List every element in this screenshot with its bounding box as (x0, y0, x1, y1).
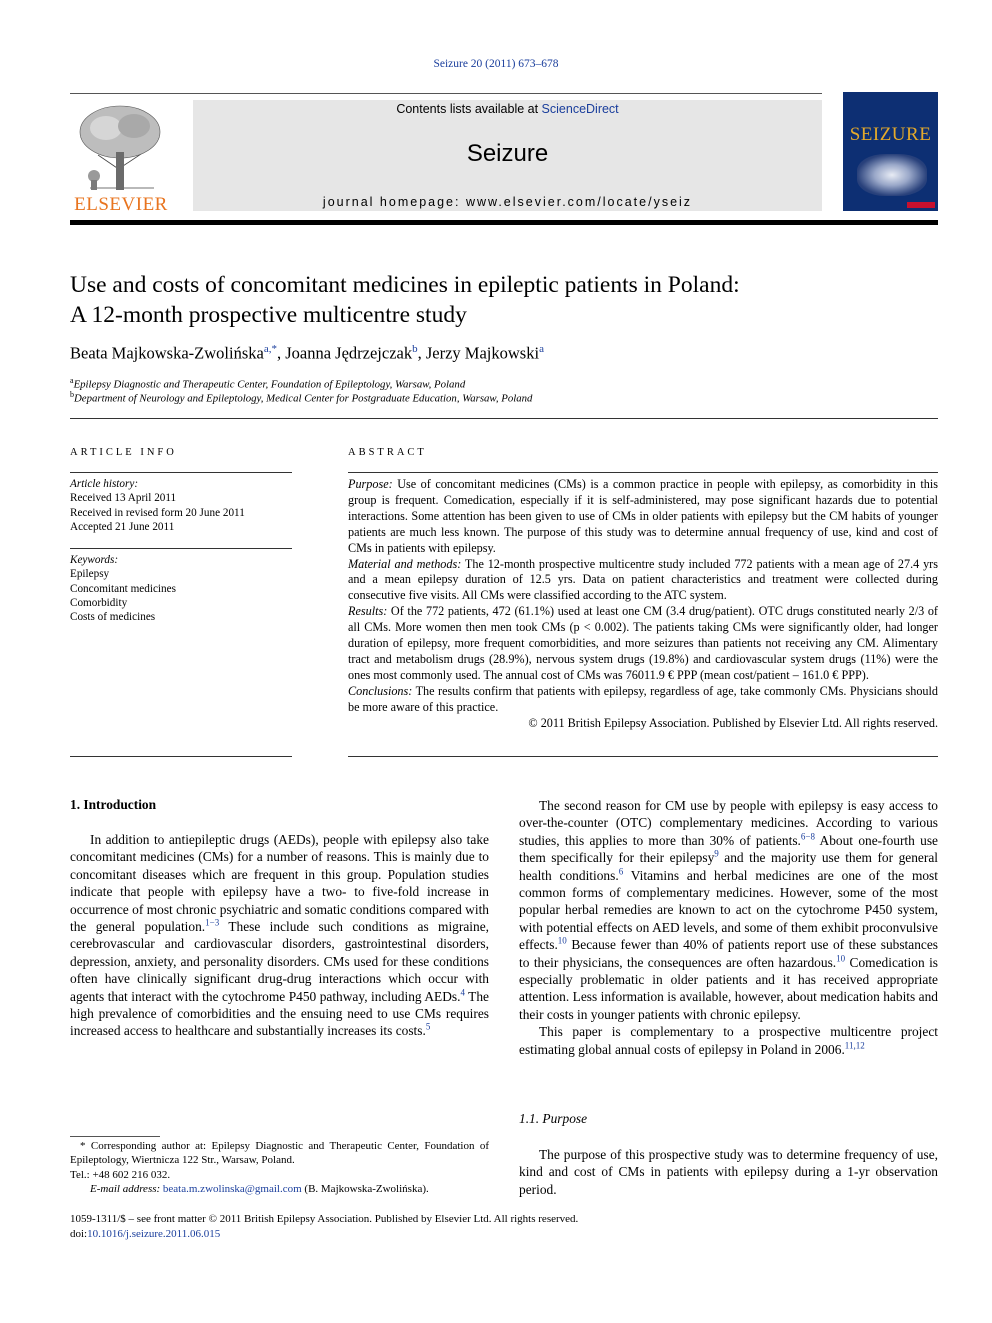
author-list (70, 343, 930, 364)
keyword: Epilepsy (70, 568, 110, 581)
footnote-rule (70, 1136, 160, 1137)
purpose-paragraph: The purpose of this prospective study was to determine frequency of use, kind and cost of CMs in patients with epilepsy during a 1-yr observation period. (519, 1147, 938, 1197)
methods-text: The 12-month prospective multicentre study included 772 patients with a mean age of 27.4 yrs and a mean epilepsy duration of 12.5 yrs. Data on patient characteristics and treatment were collected during consecutive five visits. All CMs were classified according to the ATC system. (348, 556, 938, 603)
corresponding-footnote (70, 1139, 489, 1197)
history-accepted: Accepted 21 June 2011 (70, 520, 175, 533)
conclusions-label: Conclusions: (348, 683, 413, 698)
email-owner: (B. Majkowska-Zwolińska). (301, 1183, 429, 1196)
divider (70, 756, 292, 757)
elsevier-wordmark: ELSEVIER (74, 194, 168, 215)
journal-citation[interactable]: Seizure 20 (2011) 673–678 (433, 58, 559, 70)
cover-brain-image (857, 154, 927, 196)
author-name: Joanna Jędrzejczak (285, 343, 413, 363)
affiliation-a (70, 376, 930, 391)
divider (348, 756, 938, 757)
purpose-text: Use of concomitant medicines (CMs) is a common practice in people with epilepsy, as comorbidity in this group is frequent. Comedication, especially if it is self-administered, may pose significant hazards due to potential interactions. Some attention has been given to use of CMs in older patients with epilepsy but the CM habits of younger patients are much less known. The purpose of this study was to determine annual frequency of use, kind and cost of CMs in patients with epilepsy. (348, 477, 938, 555)
author-affil-mark[interactable]: b (412, 343, 418, 355)
reference-link[interactable]: 9 (714, 848, 719, 859)
methods-label: Material and methods: (348, 556, 462, 571)
cover-badge (907, 202, 935, 208)
body-text: Because fewer than 40% of patients report use of these substances to their physicians, the consequences are often hazardous. (519, 937, 938, 970)
author-name: Beata Majkowska-Zwolińska (70, 343, 264, 363)
keyword: Concomitant medicines (70, 582, 176, 595)
divider (70, 472, 292, 473)
reference-link[interactable]: 1−3 (205, 917, 220, 928)
journal-cover[interactable] (843, 92, 938, 211)
right-column-text (519, 797, 938, 1058)
header-rule (70, 93, 822, 94)
author-affil-mark[interactable]: a (539, 343, 544, 355)
affiliation-text: Epilepsy Diagnostic and Therapeutic Center, Foundation of Epileptology, Warsaw, Poland (73, 378, 466, 391)
purpose-label: Purpose: (348, 477, 393, 491)
affiliation-mark: a (70, 376, 74, 385)
results-label: Results: (348, 604, 388, 619)
introduction-text (70, 831, 489, 1040)
history-label: Article history: (70, 478, 139, 490)
body-text: The second reason for CM use by people with epilepsy is easy access to over-the-counter (OTC) complementary medicines. According to various studies, this applies to more than 30% of patients. (519, 798, 938, 848)
affiliation-text: Department of Neurology and Epileptology, Medical Center for Postgraduate Education, Warsaw, Poland (74, 392, 533, 405)
doi-label: doi: (70, 1228, 88, 1240)
body-text: Comedication is especially problematic in older patients and it has received appropriate attention. Less information is available, however, about medication habits and their costs in younger patients with chronic epilepsy. (519, 954, 939, 1022)
contents-prefix: Contents lists available at (396, 102, 542, 116)
article-history (70, 477, 292, 534)
article-title (70, 270, 930, 330)
reference-link[interactable]: 5 (425, 1022, 431, 1032)
divider (70, 418, 938, 419)
telephone: Tel.: +48 602 216 032. (70, 1168, 171, 1181)
keywords-label: Keywords: (70, 554, 119, 566)
affiliation-mark: b (70, 390, 74, 399)
abstract-copyright: © 2011 British Epilepsy Association. Published by Elsevier Ltd. All rights reserved. (528, 715, 938, 730)
page-footer (70, 1212, 770, 1242)
divider (70, 548, 292, 549)
abstract-heading: ABSTRACT (348, 447, 427, 458)
affiliation-b (70, 390, 930, 405)
history-revised: Received in revised form 20 June 2011 (70, 506, 245, 519)
title-line-1: Use and costs of concomitant medicines in epileptic patients in Poland: (70, 272, 740, 298)
journal-name: Seizure (466, 140, 549, 167)
sciencedirect-link[interactable]: ScienceDirect (541, 102, 619, 116)
title-line-2: A 12-month prospective multicentre study (70, 302, 467, 328)
author-name: Jerzy Majkowski (425, 343, 540, 363)
header-thick-rule (70, 220, 938, 225)
doi-link[interactable]: 10.1016/j.seizure.2011.06.015 (87, 1228, 221, 1240)
article-info-heading: ARTICLE INFO (70, 447, 177, 458)
email-label: E-mail address: (90, 1183, 163, 1196)
reference-link[interactable]: 6 (618, 866, 624, 877)
intro-text: These include such conditions as migraine, cerebrovascular and cardiovascular disorders, gastrointestinal disorders, depression, anxiety, and personality disorders. CMs used for these conditions often have clinically significant drug-drug interactions which occur with agents that interact with the cytochrome P450 pathway, including AEDs. (70, 919, 489, 1004)
abstract-body (348, 477, 938, 732)
intro-text: In addition to antiepileptic drugs (AEDs), people with epilepsy also take concomitant medicines (CMs) for a number of reasons. This is mainly due to concomitant diseases which are frequent in this group. Population studies indicate that people with epilepsy have a two- to five-fold increase in occurrence of most chronic psychiatric and somatic conditions compared with the general population. (70, 832, 489, 935)
author-separator: , (276, 343, 286, 363)
cover-title: SEIZURE (849, 124, 932, 145)
conclusions-text: The results confirm that patients with epilepsy, regardless of age, take commonly CMs. Physicians should be more aware of this practice. (348, 683, 938, 714)
reference-link[interactable]: 4 (460, 987, 465, 998)
purpose-heading: 1.1. Purpose (519, 1111, 588, 1126)
issn-line: 1059-1311/$ – see front matter © 2011 British Epilepsy Association. Published by Elsevier Ltd. All rights reserved. (70, 1213, 579, 1225)
body-text: About one-fourth use them specifically for their epilepsy (519, 832, 938, 866)
reference-link[interactable]: 10 (557, 935, 567, 946)
body-text: and the majority use them for general health conditions. (519, 850, 938, 883)
journal-homepage[interactable]: journal homepage: www.elsevier.com/locate/yseiz (322, 195, 693, 209)
email-link[interactable]: beata.m.zwolinska@gmail.com (162, 1183, 302, 1196)
body-text: This paper is complementary to a prospective multicentre project estimating global annual costs of epilepsy in Poland in 2006. (519, 1024, 938, 1057)
reference-link[interactable]: 6−8 (800, 831, 815, 842)
results-text: Of the 772 patients, 472 (61.1%) used at least one CM (3.4 drug/patient). OTC drugs constituted nearly 2/3 of all CMs. More women then men took CMs (p < 0.002). The patients taking CMs were significantly older, had longer duration of epilepsy, more frequent comorbidities, and more seizures than patients not receiving any CM. Alimentary tract and metabolism drugs (28.9%), nervous system drugs (19.8%) and cardiovascular system drugs (11%) were the ones most commonly used. The annual cost of CMs was 76011.9 € PPP (mean cost/patient – 161.0 € PPP). (348, 604, 938, 682)
body-text: Vitamins and herbal medicines are one of the most common forms of complementary medicines. However, some of the most popular herbal remedies are known to act on the cytochrome P450 system, with potential effects on AED levels, and some of them exhibit proconvulsive effects. (519, 867, 938, 953)
keywords (70, 553, 292, 624)
history-received: Received 13 April 2011 (70, 492, 177, 505)
keyword: Comorbidity (70, 596, 128, 609)
corresponding-author: * Corresponding author at: Epilepsy Diagnostic and Therapeutic Center, Foundation of Epileptology, Wiertnicza 122 Str., Warsaw, Poland. (70, 1140, 489, 1167)
author-affil-mark[interactable]: a,* (263, 343, 277, 355)
reference-link[interactable]: 10 (836, 953, 846, 964)
divider (348, 472, 938, 473)
introduction-heading: 1. Introduction (70, 797, 157, 812)
contents-line (193, 102, 822, 116)
author-separator: , (417, 343, 426, 363)
intro-text: The high prevalence of comorbidities and the ensuing need to use CMs requires increased access to healthcare and substantially increases its costs. (70, 988, 489, 1039)
purpose-section (519, 1146, 938, 1198)
reference-link[interactable]: 11,12 (844, 1040, 865, 1051)
keyword: Costs of medicines (70, 611, 156, 624)
